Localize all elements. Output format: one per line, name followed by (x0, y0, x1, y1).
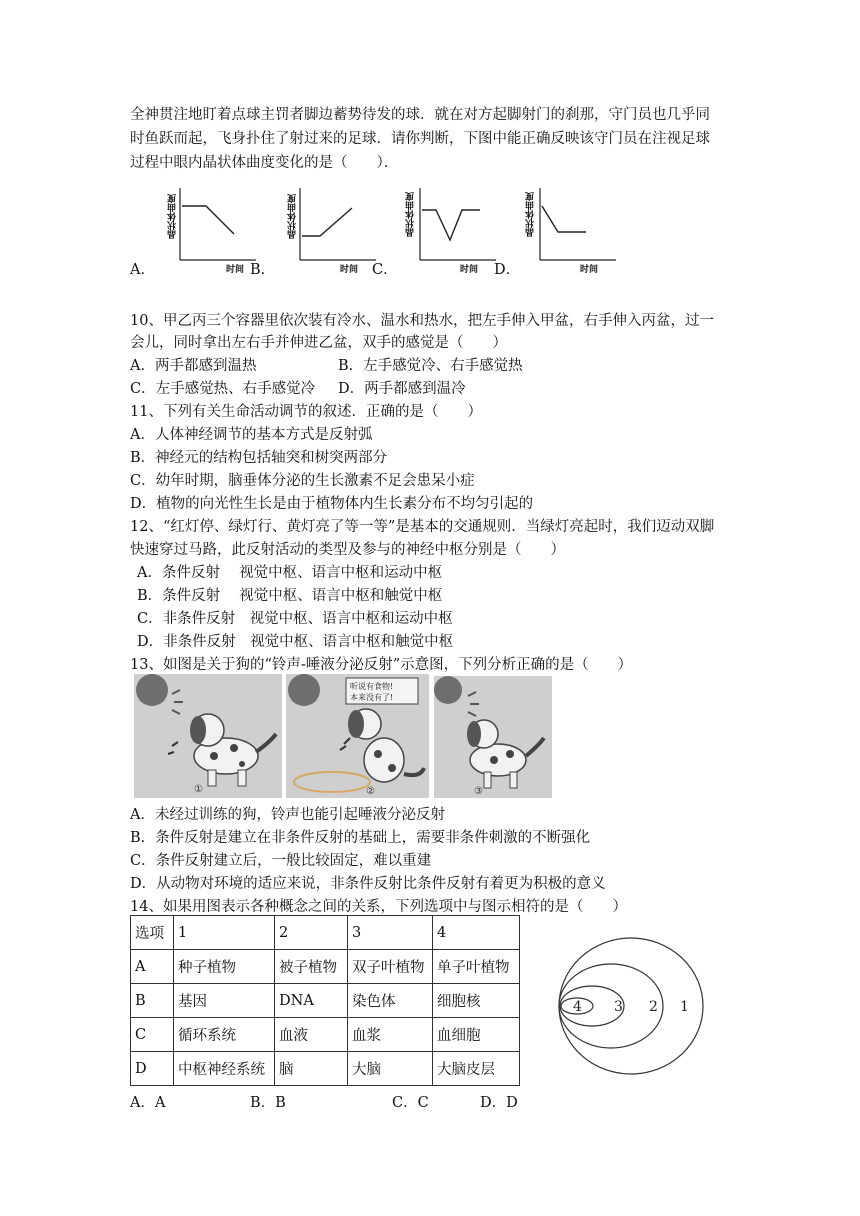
q14-stem: 14、如果用图表示各种概念之间的关系，下列选项中与图示相符的是（ ） (130, 899, 627, 915)
ellipse-label-3: 3 (614, 999, 623, 1015)
q9-stem-line1: 全神贯注地盯着点球主罚者脚边蓄势待发的球．就在对方起脚射门的刹那，守门员也几乎同 (130, 107, 710, 123)
q12-option-c: C．非条件反射 视觉中枢、语言中枢和运动中枢 (137, 611, 453, 627)
q9-graph-c-ylabel: 晶状体曲度 (406, 192, 416, 237)
q11-stem: 11、下列有关生命活动调节的叙述．正确的是（ ） (130, 404, 482, 420)
q13-option-d: D．从动物对环境的适应来说，非条件反射比条件反射有着更为积极的意义 (130, 876, 606, 892)
table-cell: 大脑 (348, 1052, 433, 1086)
q10-stem-line2: 会儿，同时拿出左右手并伸进乙盆，双手的感觉是（ ） (130, 335, 507, 351)
q10-option-c: C．左手感觉热、右手感觉冷 (130, 381, 316, 397)
table-cell: 血液 (275, 1018, 348, 1052)
panel-label-1: ① (194, 784, 203, 795)
q14-option-a: A．A (130, 1095, 166, 1111)
table-header-cell: 1 (174, 916, 275, 950)
q9-option-d-label: D． (494, 262, 521, 278)
table-cell: 血细胞 (433, 1018, 520, 1052)
q10-stem-line1: 10、甲乙丙三个容器里依次装有冷水、温水和热水，把左手伸入甲盆，右手伸入丙盆，过一 (130, 313, 714, 329)
table-cell: 细胞核 (433, 984, 520, 1018)
dog-panel-1 (134, 674, 282, 798)
nested-ellipse-diagram (556, 934, 706, 1080)
q13-option-a: A．未经过训练的狗，铃声也能引起唾液分泌反射 (130, 807, 445, 823)
table-row (131, 1052, 520, 1086)
q9-graph-d-ylabel: 晶状体曲度 (526, 192, 536, 237)
panel-label-2: ② (366, 786, 375, 797)
q9-graph-b-ylabel: 晶状体曲度 (288, 194, 298, 239)
table-cell: 脑 (275, 1052, 348, 1086)
table-header-cell: 4 (433, 916, 520, 950)
q9-graph-d (538, 188, 618, 268)
q13-option-b: B．条件反射是建立在非条件反射的基础上，需要非条件刺激的不断强化 (130, 830, 591, 846)
q12-option-a: A．条件反射 视觉中枢、语言中枢和运动中枢 (137, 565, 443, 581)
table-cell: 血浆 (348, 1018, 433, 1052)
table-cell: 种子植物 (174, 950, 275, 984)
q13-option-c: C．条件反射建立后，一般比较固定，难以重建 (130, 853, 432, 869)
table-cell: 中枢神经系统 (174, 1052, 275, 1086)
table-cell: C (131, 1018, 174, 1052)
q9-graph-b-xlabel: 时间 (340, 265, 359, 275)
q9-stem-line3: 过程中眼内晶状体曲度变化的是（ ）． (130, 155, 399, 171)
q13-stem: 13、如图是关于狗的“铃声-唾液分泌反射”示意图，下列分析正确的是（ ） (130, 657, 633, 673)
table-header-cell: 选项 (131, 916, 174, 950)
q11-option-a: A．人体神经调节的基本方式是反射弧 (130, 427, 373, 443)
table-cell: 循环系统 (174, 1018, 275, 1052)
dog-panel-2 (286, 674, 429, 798)
table-cell: A (131, 950, 174, 984)
q10-option-d: D．两手都感到温冷 (338, 381, 466, 397)
table-cell: D (131, 1052, 174, 1086)
q12-option-b: B．条件反射 视觉中枢、语言中枢和触觉中枢 (137, 588, 443, 604)
q9-graph-d-xlabel: 时间 (580, 265, 599, 275)
table-cell: 双子叶植物 (348, 950, 433, 984)
q9-graph-a (178, 188, 258, 268)
q14-option-b: B．B (250, 1095, 286, 1111)
q12-option-d: D．非条件反射 视觉中枢、语言中枢和触觉中枢 (137, 634, 454, 650)
q9-stem-line2: 时鱼跃而起，飞身扑住了射过来的足球．请你判断，下图中能正确反映该守门员在注视足球 (130, 131, 710, 147)
table-cell: 单子叶植物 (433, 950, 520, 984)
table-cell: B (131, 984, 174, 1018)
q9-graph-a-ylabel: 晶状体曲度 (168, 194, 178, 239)
svg-text:听说有食物!: 听说有食物! (350, 682, 394, 691)
ellipse-label-1: 1 (680, 999, 689, 1015)
bell-icon (136, 674, 168, 706)
table-row (131, 1018, 520, 1052)
q9-option-c-label: C． (372, 262, 398, 278)
table-cell: 大脑皮层 (433, 1052, 520, 1086)
q9-graph-c-xlabel: 时间 (460, 265, 479, 275)
table-cell: 被子植物 (275, 950, 348, 984)
q14-option-d: D．D (480, 1095, 518, 1111)
q11-option-c: C．幼年时期，脑垂体分泌的生长激素不足会患呆小症 (130, 473, 475, 489)
q11-option-b: B．神经元的结构包括轴突和树突两部分 (130, 450, 388, 466)
bell-icon (434, 676, 462, 704)
table-header-cell: 2 (275, 916, 348, 950)
q9-graph-b (298, 188, 378, 268)
table-cell: 基因 (174, 984, 275, 1018)
q9-graph-a-xlabel: 时间 (226, 265, 245, 275)
q12-stem-line1: 12、“红灯停、绿灯行、黄灯亮了等一等”是基本的交通规则．当绿灯亮起时，我们迈动双脚 (130, 519, 715, 535)
table-header-row (131, 916, 520, 950)
table-row (131, 984, 520, 1018)
q14-option-c: C．C (392, 1095, 429, 1111)
table-cell: 染色体 (348, 984, 433, 1018)
table-row (131, 950, 520, 984)
bell-icon (288, 674, 320, 706)
q11-option-d: D．植物的向光性生长是由于植物体内生长素分布不均匀引起的 (130, 496, 534, 512)
panel-label-3: ③ (474, 786, 483, 797)
ellipse-label-2: 2 (649, 999, 658, 1015)
q9-graph-c (418, 188, 498, 268)
table-cell: DNA (275, 984, 348, 1018)
q9-option-a-label: A． (130, 262, 155, 278)
svg-text:本来没有了!: 本来没有了! (350, 693, 394, 702)
q9-option-b-label: B． (250, 262, 276, 278)
q14-table (130, 915, 520, 1086)
table-header-cell: 3 (348, 916, 433, 950)
q10-option-b: B．左手感觉冷、右手感觉热 (338, 358, 523, 374)
q12-stem-line2: 快速穿过马路，此反射活动的类型及参与的神经中枢分别是（ ） (130, 542, 565, 558)
dog-panel-3 (434, 676, 552, 798)
ellipse-label-4: 4 (573, 999, 582, 1015)
q10-option-a: A．两手都感到温热 (130, 358, 257, 374)
